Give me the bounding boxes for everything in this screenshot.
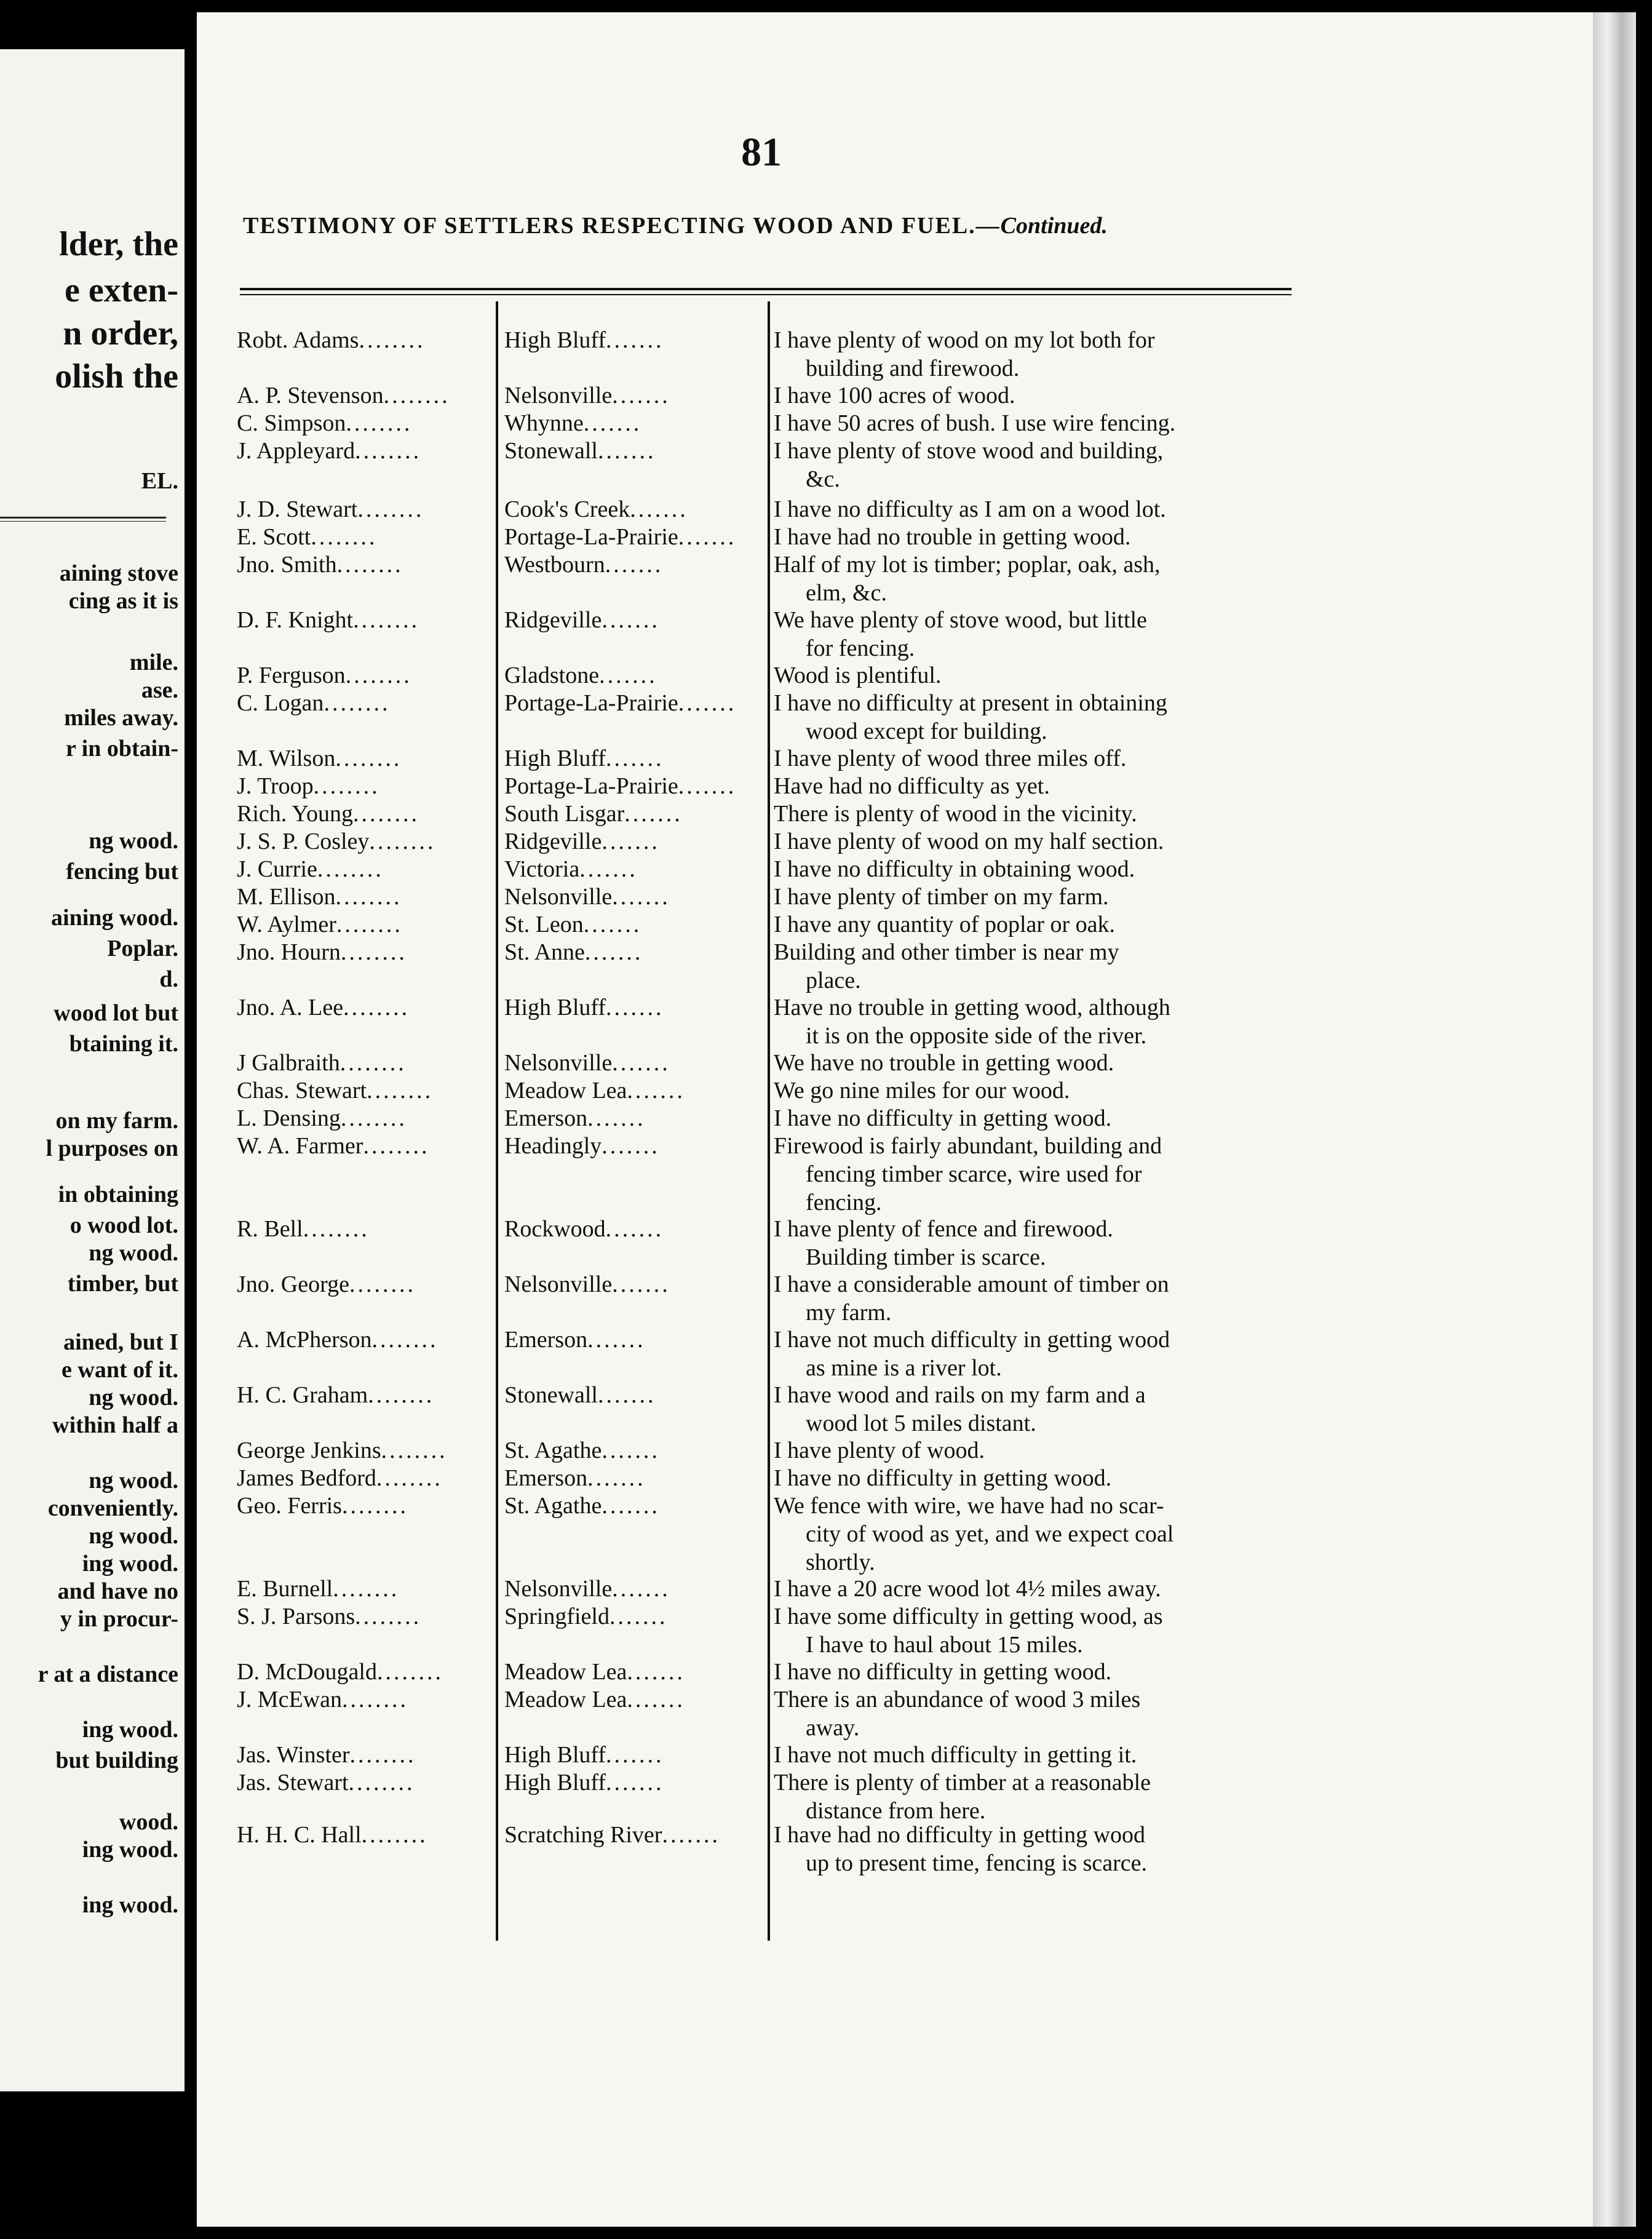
settler-remark: I have plenty of wood.: [774, 1438, 985, 1463]
left-page-line: on my farm.: [55, 1108, 178, 1134]
settler-place: Stonewall.......: [504, 1382, 656, 1408]
settler-name: J. Troop........: [237, 773, 380, 799]
left-page-line: olish the: [55, 357, 178, 396]
settler-place: High Bluff.......: [504, 327, 664, 353]
settler-remark: I have wood and rails on my farm and a wood lot 5 miles distant.: [774, 1382, 1146, 1436]
left-page-line: y in procur-: [60, 1606, 178, 1632]
left-page-line: ase.: [141, 677, 178, 703]
left-page-line: ing wood.: [82, 1892, 178, 1918]
settler-name: A. P. Stevenson........: [237, 383, 450, 408]
settler-place: St. Agathe.......: [504, 1493, 660, 1519]
settler-name: R. Bell........: [237, 1216, 370, 1242]
left-page-line: fencing but: [66, 859, 178, 885]
settler-name: J. Appleyard........: [237, 438, 422, 464]
settler-remark: There is plenty of timber at a reasonable distance from here.: [774, 1770, 1151, 1824]
left-page-line: o wood lot.: [69, 1212, 178, 1238]
left-page-line: ing wood.: [82, 1717, 178, 1743]
settler-name: D. McDougald........: [237, 1659, 443, 1685]
left-facing-page: [0, 49, 185, 2091]
settler-remark: I have plenty of fence and firewood. Building timber is scarce.: [774, 1216, 1113, 1270]
settler-place: Victoria.......: [504, 856, 638, 882]
settler-name: P. Ferguson........: [237, 662, 412, 688]
settler-remark: I have not much difficulty in getting wood as mine is a river lot.: [774, 1327, 1170, 1381]
settler-place: Emerson.......: [504, 1465, 646, 1491]
left-page-line: e exten-: [64, 271, 178, 309]
settler-remark: Have had no difficulty as yet.: [774, 773, 1050, 799]
settler-name: J. D. Stewart........: [237, 496, 424, 522]
settler-remark: I have plenty of wood on my half section.: [774, 829, 1164, 854]
left-page-line: r at a distance: [38, 1661, 178, 1687]
settler-name: James Bedford........: [237, 1465, 443, 1491]
settler-remark: Building and other timber is near my place.: [774, 939, 1119, 993]
settler-place: Gladstone.......: [504, 662, 657, 688]
settler-remark: We have no trouble in getting wood.: [774, 1050, 1114, 1076]
settler-remark: I have 100 acres of wood.: [774, 383, 1015, 408]
settler-place: Meadow Lea.......: [504, 1659, 685, 1685]
left-page-line: ng wood.: [89, 828, 178, 854]
settler-place: Nelsonville.......: [504, 1271, 670, 1297]
settler-remark: There is plenty of wood in the vicinity.: [774, 801, 1137, 827]
left-page-line: in obtaining: [58, 1182, 178, 1207]
left-page-line: wood.: [119, 1809, 178, 1835]
settler-remark: I have no difficulty in getting wood.: [774, 1105, 1112, 1131]
left-page-line: r in obtain-: [65, 736, 178, 762]
settler-name: E. Burnell........: [237, 1576, 400, 1602]
settler-name: Geo. Ferris........: [237, 1493, 408, 1519]
settler-place: Nelsonville.......: [504, 383, 670, 408]
settler-remark: We go nine miles for our wood.: [774, 1078, 1070, 1104]
settler-remark: I have a considerable amount of timber on my farm.: [774, 1271, 1169, 1326]
left-page-line: EL.: [141, 468, 178, 494]
settler-place: St. Agathe.......: [504, 1438, 660, 1463]
settler-place: St. Anne.......: [504, 939, 643, 965]
settler-name: Robt. Adams........: [237, 327, 426, 353]
settler-remark: I have some difficulty in getting wood, as I have to haul about 15 miles.: [774, 1604, 1163, 1658]
left-page-line: ng wood.: [89, 1523, 178, 1549]
settler-place: Springfield.......: [504, 1604, 668, 1629]
left-page-line: d.: [159, 966, 178, 992]
settler-place: Headingly.......: [504, 1133, 660, 1159]
settler-remark: I have no difficulty as I am on a wood lot.: [774, 496, 1166, 522]
left-page-line: lder, the: [59, 225, 178, 263]
settler-name: Jno. George........: [237, 1271, 416, 1297]
settler-name: J Galbraith........: [237, 1050, 407, 1076]
settler-name: C. Logan........: [237, 690, 391, 716]
settler-place: Meadow Lea.......: [504, 1687, 685, 1712]
settler-remark: I have 50 acres of bush. I use wire fencing.: [774, 410, 1176, 436]
left-page-line: miles away.: [64, 705, 178, 731]
settler-name: J. S. P. Cosley........: [237, 829, 436, 854]
settler-name: S. J. Parsons........: [237, 1604, 422, 1629]
left-page-line: ng wood.: [89, 1240, 178, 1266]
settler-name: M. Wilson........: [237, 746, 402, 771]
left-page-line: e want of it.: [62, 1357, 178, 1383]
settler-place: Emerson.......: [504, 1327, 646, 1353]
settler-name: H. C. Graham........: [237, 1382, 435, 1408]
settler-place: High Bluff.......: [504, 746, 664, 771]
left-page-line: conveniently.: [47, 1495, 178, 1521]
settler-remark: Wood is plentiful.: [774, 662, 942, 688]
settler-remark: Half of my lot is timber; poplar, oak, ash, elm, &c.: [774, 552, 1161, 606]
settler-remark: I have not much difficulty in getting it.: [774, 1742, 1137, 1768]
settler-name: C. Simpson........: [237, 410, 413, 436]
left-page-line: ng wood.: [89, 1385, 178, 1410]
settler-name: E. Scott........: [237, 524, 378, 550]
settler-name: Jno. Smith........: [237, 552, 403, 578]
settler-name: George Jenkins........: [237, 1438, 448, 1463]
left-page-line: n order,: [63, 314, 178, 352]
settler-name: D. F. Knight........: [237, 607, 420, 633]
column-rule-name-place: [496, 301, 498, 1941]
settler-place: Meadow Lea.......: [504, 1078, 685, 1104]
left-page-rule: [0, 517, 166, 522]
settler-name: Chas. Stewart........: [237, 1078, 434, 1104]
left-page-line: cing as it is: [68, 588, 178, 614]
settler-place: Nelsonville.......: [504, 1576, 670, 1602]
page-heading: [243, 212, 1108, 239]
settler-name: Jas. Winster........: [237, 1742, 416, 1768]
settler-name: L. Densing........: [237, 1105, 407, 1131]
settler-remark: I have any quantity of poplar or oak.: [774, 912, 1116, 937]
heading-continued: Continued.: [1000, 213, 1108, 239]
settler-name: J. Currie........: [237, 856, 384, 882]
left-page-line: ing wood.: [82, 1551, 178, 1577]
settler-place: South Lisgar.......: [504, 801, 683, 827]
settler-place: High Bluff.......: [504, 995, 664, 1020]
left-page-line: btaining it.: [69, 1031, 178, 1057]
settler-remark: I have had no trouble in getting wood.: [774, 524, 1131, 550]
settler-place: Portage-La-Prairie.......: [504, 690, 737, 716]
left-page-line: mile.: [129, 650, 178, 675]
heading-double-rule: [240, 288, 1292, 295]
settler-place: Rockwood.......: [504, 1216, 664, 1242]
settler-place: Westbourn.......: [504, 552, 664, 578]
settler-place: Portage-La-Prairie.......: [504, 524, 737, 550]
left-page-line: but building: [55, 1748, 178, 1773]
settler-place: Ridgeville.......: [504, 607, 660, 633]
page-edge: [1593, 12, 1636, 2227]
settler-remark: We fence with wire, we have had no scar- city of wood as yet, and we expect coal shortly.: [774, 1493, 1174, 1575]
left-page-line: l purposes on: [46, 1135, 178, 1161]
settler-place: High Bluff.......: [504, 1770, 664, 1796]
settler-name: Jas. Stewart........: [237, 1770, 415, 1796]
left-page-line: ing wood.: [82, 1837, 178, 1863]
settler-place: High Bluff.......: [504, 1742, 664, 1768]
settler-place: Cook's Creek.......: [504, 496, 688, 522]
left-page-line: timber, but: [67, 1271, 178, 1297]
settler-name: A. McPherson........: [237, 1327, 439, 1353]
settler-name: J. McEwan........: [237, 1687, 408, 1712]
column-rule-place-remark: [768, 301, 770, 1941]
settler-place: Ridgeville.......: [504, 829, 660, 854]
settler-place: St. Leon.......: [504, 912, 642, 937]
settler-remark: I have had no difficulty in getting wood up to present time, fencing is scarce.: [774, 1822, 1148, 1876]
settler-place: Emerson.......: [504, 1105, 646, 1131]
settler-place: Portage-La-Prairie.......: [504, 773, 737, 799]
settler-name: W. A. Farmer........: [237, 1133, 430, 1159]
settler-remark: I have plenty of wood on my lot both for building and firewood.: [774, 327, 1155, 381]
settler-remark: I have no difficulty in getting wood.: [774, 1659, 1112, 1685]
settler-name: H. H. C. Hall........: [237, 1822, 428, 1848]
left-page-line: and have no: [57, 1578, 178, 1604]
settler-remark: I have plenty of wood three miles off.: [774, 746, 1127, 771]
page-number: 81: [741, 130, 782, 175]
settler-remark: I have no difficulty at present in obtaining wood except for building.: [774, 690, 1167, 744]
settler-name: Jno. A. Lee........: [237, 995, 410, 1020]
settler-name: W. Aylmer........: [237, 912, 403, 937]
settler-place: Stonewall.......: [504, 438, 656, 464]
left-page-line: ng wood.: [89, 1468, 178, 1493]
settler-place: Scratching River.......: [504, 1822, 720, 1848]
settler-remark: Have no trouble in getting wood, although it is on the opposite side of the river.: [774, 995, 1170, 1049]
left-page-line: within half a: [52, 1412, 178, 1438]
heading-main: TESTIMONY OF SETTLERS RESPECTING WOOD AND FUEL.—: [243, 213, 1001, 239]
left-page-line: aining stove: [59, 560, 178, 586]
settler-name: M. Ellison........: [237, 884, 402, 910]
left-page-line: wood lot but: [54, 1000, 178, 1026]
settler-name: Jno. Hourn........: [237, 939, 407, 965]
settler-remark: I have plenty of timber on my farm.: [774, 884, 1109, 910]
settler-place: Whynne.......: [504, 410, 642, 436]
settler-remark: We have plenty of stove wood, but little for fencing.: [774, 607, 1147, 661]
settler-remark: I have no difficulty in getting wood.: [774, 1465, 1112, 1491]
settler-remark: I have a 20 acre wood lot 4½ miles away.: [774, 1576, 1161, 1602]
settler-remark: There is an abundance of wood 3 miles away.: [774, 1687, 1141, 1741]
settler-place: Nelsonville.......: [504, 884, 670, 910]
left-page-line: Poplar.: [107, 936, 178, 961]
settler-remark: I have plenty of stove wood and building, &c.: [774, 438, 1164, 492]
settler-name: Rich. Young........: [237, 801, 419, 827]
settler-remark: Firewood is fairly abundant, building and fencing timber scarce, wire used for fencing.: [774, 1133, 1162, 1215]
settler-remark: I have no difficulty in obtaining wood.: [774, 856, 1135, 882]
settler-place: Nelsonville.......: [504, 1050, 670, 1076]
left-page-line: ained, but I: [63, 1329, 178, 1355]
left-page-line: aining wood.: [51, 905, 178, 931]
